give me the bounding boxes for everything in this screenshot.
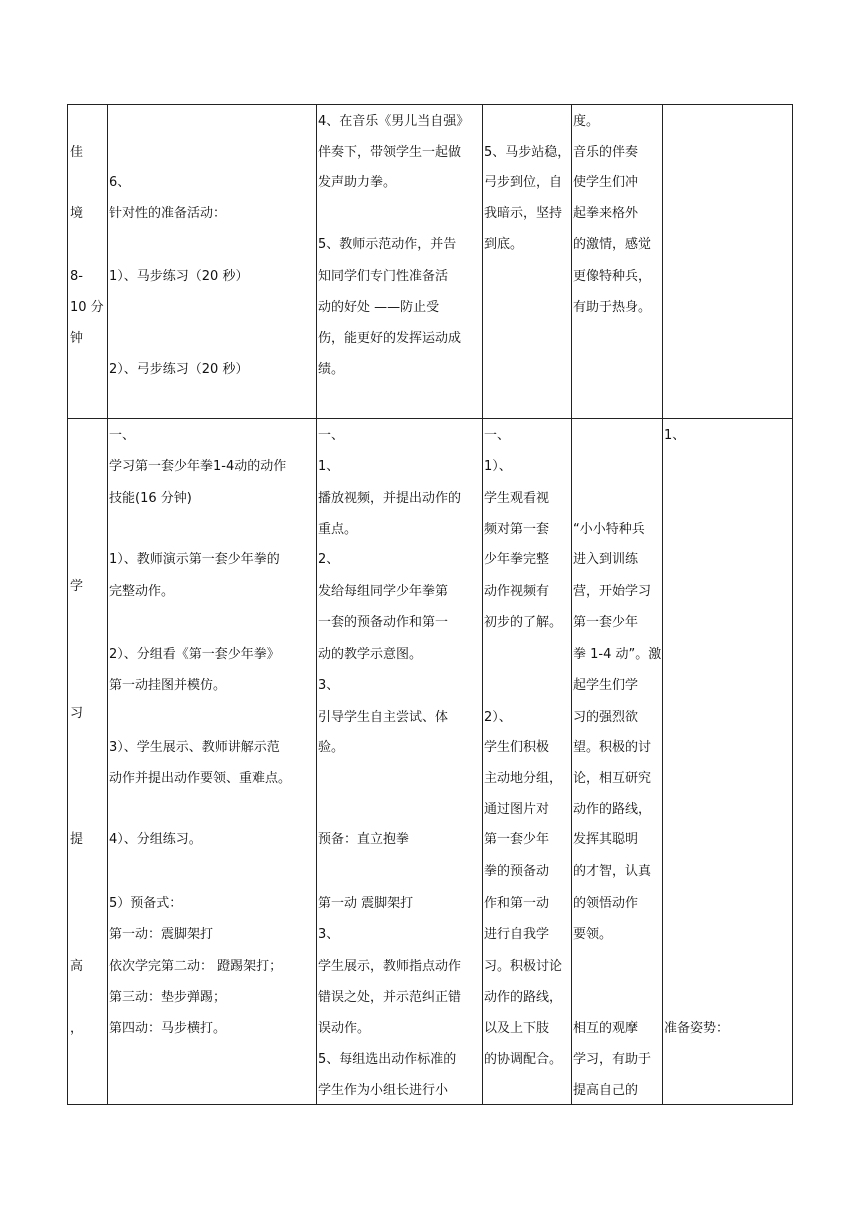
row1-col3-text-line: 4、在音乐《男儿当自强》: [318, 114, 470, 129]
table-vline: [792, 104, 793, 1105]
row2-col2-text-line: 依次学完第二动： 蹬踢架打；: [109, 959, 283, 974]
row2-col3-text-line: 5、每组选出动作标准的: [318, 1052, 457, 1067]
row1-col5-text-line: 音乐的伴奏: [573, 145, 639, 160]
row2-col4-text-line: 第一套少年: [484, 832, 550, 847]
row2-col5-text-line: 营，开始学习: [573, 584, 652, 599]
row1-col1-text-line: 8-: [70, 269, 83, 284]
row2-col3-text-line: 学生展示，教师指点动作: [318, 959, 462, 974]
row2-col5-text-line: 起学生们学: [573, 678, 639, 693]
row2-col2-text-line: 5）预备式：: [109, 896, 183, 911]
row1-col4-text-line: 到底。: [484, 237, 524, 252]
row2-col4-text-line: 频对第一套: [484, 522, 550, 537]
row2-col4-text-line: 主动地分组，: [484, 771, 563, 786]
row2-col5-text-line: 望。积极的讨: [573, 740, 652, 755]
row2-col3-text-line: 一、: [318, 428, 345, 443]
row1-col1-text-line: 钟: [70, 331, 84, 346]
row1-col5-text-line: 有助于热身。: [573, 300, 652, 315]
table-hline: [67, 1104, 793, 1105]
row2-col2-text-line: 动作并提出动作要领、重难点。: [109, 771, 292, 786]
row2-col6-text-line: 1、: [664, 428, 686, 443]
row2-col4-text-line: 的协调配合。: [484, 1052, 563, 1067]
row2-col2-text-line: 3）、学生展示、教师讲解示范: [109, 740, 280, 755]
row2-col4-text-line: 学生们积极: [484, 740, 550, 755]
row1-col3-text-line: 伴奏下，带领学生一起做: [318, 145, 462, 160]
row1-col3-text-line: 发声助力拳。: [318, 175, 397, 190]
row1-col3-text-line: 5、教师示范动作，并告: [318, 237, 457, 252]
row2-col4-text-line: 通过图片对: [484, 802, 550, 817]
row2-col3-text-line: 重点。: [318, 522, 358, 537]
row2-col5-text-line: 相互的观摩: [573, 1021, 639, 1036]
row2-col1-text-line: 高: [70, 959, 84, 974]
row2-col3-text-line: 2、: [318, 552, 340, 567]
row2-col5-text-line: 的才智，认真: [573, 864, 652, 879]
row1-col5-text-line: 起拳来格外: [573, 206, 639, 221]
row2-col3-text-line: 学生作为小组长进行小: [318, 1083, 449, 1098]
row1-col2-text-line: 1）、马步练习（20 秒）: [109, 269, 249, 284]
row2-col3-text-line: 1、: [318, 459, 340, 474]
row2-col6-text-line: 准备姿势：: [664, 1021, 730, 1036]
row2-col2-text-line: 第一动挂图并模仿。: [109, 678, 227, 693]
row2-col2-text-line: 2）、分组看《第一套少年拳》: [109, 647, 280, 662]
row1-col2-text-line: 2）、弓步练习（20 秒）: [109, 362, 249, 377]
row2-col3-text-line: 第一动 震脚架打: [318, 896, 414, 911]
row2-col5-text-line: 进入到训练: [573, 552, 639, 567]
row2-col5-text-line: 发挥其聪明: [573, 832, 639, 847]
row2-col3-text-line: 引导学生自主尝试、体: [318, 710, 449, 725]
row2-col2-text-line: 1）、教师演示第一套少年拳的: [109, 552, 280, 567]
row2-col4-text-line: 作和第一动: [484, 896, 550, 911]
row2-col3-text-line: 3、: [318, 927, 340, 942]
row2-col2-text-line: 技能(16 分钟): [109, 491, 192, 506]
row2-col1-text-line: 习: [70, 706, 84, 721]
row2-col2-text-line: 第三动：垫步弹踢；: [109, 990, 227, 1005]
row2-col5-text-line: “小小特种兵: [573, 522, 645, 537]
row2-col3-text-line: 误动作。: [318, 1021, 371, 1036]
row2-col3-text-line: 错误之处，并示范纠正错: [318, 990, 462, 1005]
row2-col4-text-line: 1）、: [484, 459, 512, 474]
row2-col5-text-line: 要领。: [573, 927, 613, 942]
row2-col5-text-line: 第一套少年: [573, 615, 639, 630]
row2-col4-text-line: 拳的预备动: [484, 864, 550, 879]
table-vline: [571, 104, 572, 1105]
row2-col4-text-line: 动作视频有: [484, 584, 550, 599]
row2-col4-text-line: 2）、: [484, 710, 512, 725]
row2-col4-text-line: 一、: [484, 428, 511, 443]
row1-col3-text-line: 绩。: [318, 362, 345, 377]
row2-col4-text-line: 进行自我学: [484, 927, 550, 942]
row1-col5-text-line: 使学生们冲: [573, 175, 639, 190]
row2-col2-text-line: 第四动：马步横打。: [109, 1021, 227, 1036]
row1-col2-text-line: 针对性的准备活动：: [109, 206, 227, 221]
row2-col4-text-line: 初步的了解。: [484, 615, 563, 630]
row1-col5-text-line: 更像特种兵，: [573, 269, 652, 284]
table-hline: [67, 104, 793, 105]
row1-col5-text-line: 的激情，感觉: [573, 237, 652, 252]
row2-col3-text-line: 发给每组同学少年拳第: [318, 584, 449, 599]
row2-col2-text-line: 一、: [109, 428, 136, 443]
row2-col3-text-line: 播放视频，并提出动作的: [318, 491, 462, 506]
row2-col1-text-line: 提: [70, 832, 84, 847]
row2-col5-text-line: 习的强烈欲: [573, 710, 639, 725]
row2-col2-text-line: 4）、分组练习。: [109, 832, 202, 847]
row2-col5-text-line: 动作的路线，: [573, 802, 652, 817]
row2-col2-text-line: 完整动作。: [109, 584, 175, 599]
row2-col4-text-line: 以及上下肢: [484, 1021, 550, 1036]
row2-col3-text-line: 3、: [318, 678, 340, 693]
row2-col4-text-line: 动作的路线，: [484, 990, 563, 1005]
row2-col5-text-line: 论，相互研究: [573, 771, 652, 786]
row1-col1-text-line: 10 分: [70, 300, 104, 315]
table-hline: [67, 418, 793, 419]
row2-col1-text-line: ，: [70, 1021, 84, 1036]
row2-col2-text-line: 学习第一套少年拳1-4动的动作: [109, 459, 287, 474]
table-vline: [482, 104, 483, 1105]
row1-col3-text-line: 知同学们专门性准备活: [318, 269, 449, 284]
row2-col5-text-line: 拳 1-4 动”。激: [573, 647, 662, 662]
row2-col5-text-line: 学习，有助于: [573, 1052, 652, 1067]
row2-col2-text-line: 第一动：震脚架打: [109, 927, 214, 942]
row1-col1-text-line: 境: [70, 206, 84, 221]
row2-col3-text-line: 验。: [318, 740, 345, 755]
row1-col4-text-line: 我暗示，坚持: [484, 206, 563, 221]
row1-col2-text-line: 6、: [109, 175, 131, 190]
row1-col3-text-line: 伤，能更好的发挥运动成: [318, 331, 462, 346]
table-vline: [662, 104, 663, 1105]
row2-col5-text-line: 的领悟动作: [573, 896, 639, 911]
table-vline: [67, 104, 68, 1105]
row1-col4-text-line: 5、马步站稳，: [484, 145, 571, 160]
row2-col3-text-line: 预备：直立抱拳: [318, 832, 410, 847]
row1-col3-text-line: 动的好处 ——防止受: [318, 300, 440, 315]
row1-col5-text-line: 度。: [573, 114, 600, 129]
row2-col3-text-line: 一套的预备动作和第一: [318, 615, 449, 630]
row2-col4-text-line: 学生观看视: [484, 491, 550, 506]
row1-col4-text-line: 弓步到位，自: [484, 175, 563, 190]
table-vline: [107, 104, 108, 1105]
row2-col4-text-line: 习。积极讨论: [484, 959, 563, 974]
row1-col1-text-line: 佳: [70, 145, 84, 160]
row2-col4-text-line: 少年拳完整: [484, 552, 550, 567]
row2-col3-text-line: 动的教学示意图。: [318, 647, 423, 662]
table-vline: [316, 104, 317, 1105]
row2-col1-text-line: 学: [70, 579, 84, 594]
row2-col5-text-line: 提高自己的: [573, 1083, 639, 1098]
